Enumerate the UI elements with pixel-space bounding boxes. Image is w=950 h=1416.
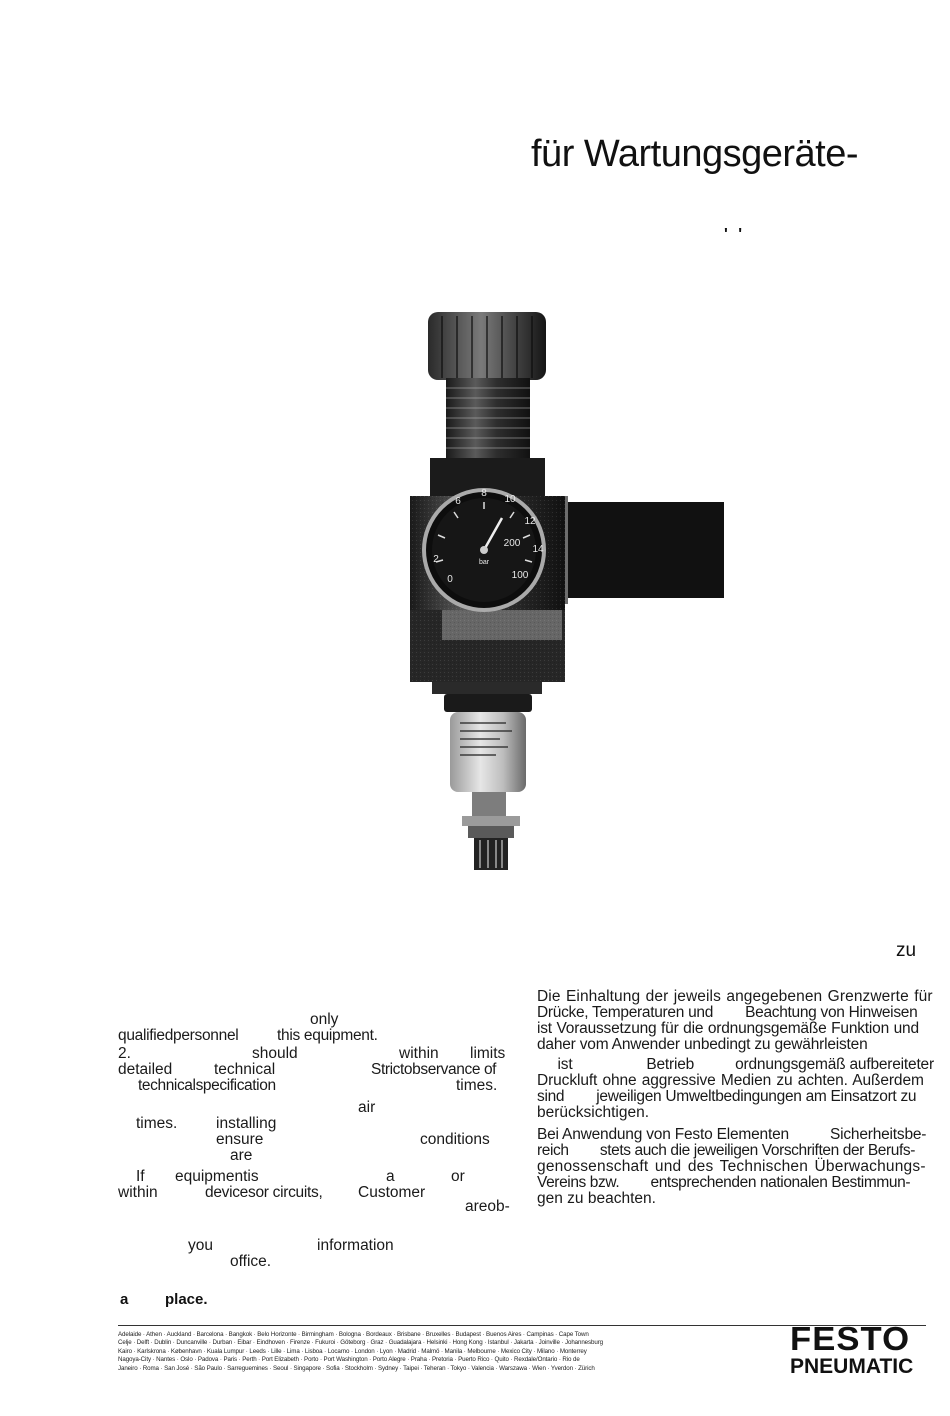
gauge-label: 0 bbox=[447, 574, 453, 585]
product-photo-regulator bbox=[402, 310, 732, 880]
text-fragment: this equipment. bbox=[277, 1027, 378, 1044]
bold-fragment: a bbox=[120, 1291, 129, 1308]
german-line: reich stets auch die jeweiligen Vorschriften der Berufs- bbox=[537, 1142, 915, 1159]
text-fragment: conditions bbox=[420, 1131, 490, 1148]
text-fragment: 2. bbox=[118, 1045, 131, 1062]
text-fragment: qualifiedpersonnel bbox=[118, 1027, 239, 1044]
text-fragment: detailed bbox=[118, 1061, 173, 1078]
city-line: Nagoya-City · Nantes · Oslo · Padova · Paris · Perth · Port Elizabeth · Porto · Port Washington · Porto Alegre · Praha · Pretoria · Puerto Rico · Quito · Rexdale/Ontario · Rio de bbox=[118, 1356, 580, 1364]
city-line: Celje · Delft · Dublin · Duncanville · Durban · Eibar · Eindhoven · Firenze · Fukuroi · Göteborg · Graz · Guadalajara · Helsinki · Hong Kong · Istanbul · Jakarta · Joinville · Johannesburg bbox=[118, 1339, 604, 1347]
german-line: Bei Anwendung von Festo Elementen Sicherheitsbe- bbox=[537, 1126, 927, 1143]
gauge-label: 2 bbox=[433, 554, 439, 565]
text-fragment: within bbox=[399, 1045, 439, 1062]
gauge-unit: bar bbox=[478, 559, 490, 566]
footer-city-list bbox=[118, 1331, 778, 1373]
text-fragment: or bbox=[451, 1168, 465, 1185]
german-line: ist Betrieb ordnungsgemäß aufbereiteter bbox=[537, 1056, 934, 1073]
city-line: Janeiro · Roma · San José · São Paulo · Sarreguemines · Seoul · Singapore · Sofia · Stockholm · Sydney · Taipei · Teheran · Tokyo · Valencia · Warszawa · Wien · Yverdon · Zürich bbox=[118, 1364, 595, 1372]
german-line: daher vom Anwender unbedingt zu gewährleisten bbox=[537, 1036, 868, 1053]
text-fragment: technical bbox=[214, 1061, 276, 1078]
text-fragment: air bbox=[358, 1099, 376, 1116]
text-fragment: devicesor circuits, bbox=[205, 1184, 323, 1201]
text-fragment: ensure bbox=[216, 1131, 264, 1148]
text-fragment: areob- bbox=[465, 1198, 510, 1215]
german-line: Vereins bzw. entsprechenden nationalen Bestimmun- bbox=[537, 1174, 911, 1191]
german-line: ist Voraussetzung für die ordnungsgemäße Funktion und bbox=[537, 1020, 919, 1037]
german-line: Die Einhaltung der jeweils angegebenen Grenzwerte für bbox=[537, 988, 933, 1005]
german-line: sind jeweiligen Umweltbedingungen am Einsatzort zu bbox=[537, 1088, 917, 1105]
text-fragment: a bbox=[386, 1168, 395, 1185]
text-fragment: equipmentis bbox=[175, 1168, 259, 1185]
text-fragment: office. bbox=[230, 1253, 272, 1270]
text-fragment: limits bbox=[470, 1045, 506, 1062]
gauge-label: 100 bbox=[511, 570, 529, 581]
text-fragment: should bbox=[252, 1045, 298, 1062]
city-line: Adelaide · Athen · Auckland · Barcelona · Bangkok · Belo Horizonte · Birmingham · Bologna · Bordeaux · Brisbane · Bruxelles · Budapest · Buenos Aires · Campinas · Cape Town bbox=[118, 1331, 589, 1338]
gauge-label: 14 bbox=[532, 544, 544, 555]
text-fragment: are bbox=[230, 1147, 253, 1164]
german-line: Drücke, Temperaturen und Beachtung von Hinweisen bbox=[537, 1004, 918, 1021]
german-line: Druckluft ohne aggressive Medien zu achten. Außerdem bbox=[537, 1072, 924, 1089]
text-fragment: information bbox=[317, 1237, 394, 1254]
city-line: Kairo · Karlskrona · København · Kuala Lumpur · Leeds · Lille · Lima · Lisboa · Locarno · London · Lyon · Madrid · Malmö · Manila · Melbourne · Mexico City · Milano · Monterrey bbox=[118, 1347, 587, 1355]
german-line: gen zu beachten. bbox=[537, 1190, 656, 1207]
pneumatic-logo: PNEUMATIC bbox=[790, 1355, 914, 1378]
bold-fragment: place. bbox=[165, 1291, 208, 1308]
text-fragment: times. bbox=[456, 1077, 498, 1094]
stray-marks: ' ' bbox=[724, 226, 746, 243]
page-title: für Wartungsgeräte- bbox=[531, 133, 859, 175]
text-fragment: Strictobservance of bbox=[371, 1061, 497, 1078]
german-line: genossenschaft und des Technischen Überwachungs- bbox=[537, 1158, 926, 1175]
text-fragment: times. bbox=[136, 1115, 178, 1132]
text-fragment: If bbox=[136, 1168, 145, 1185]
text-fragment: installing bbox=[216, 1115, 277, 1132]
text-fragment: technicalspecification bbox=[138, 1077, 276, 1094]
gauge-label: 12 bbox=[524, 516, 536, 527]
text-fragment: only bbox=[310, 1011, 339, 1028]
gauge-label: 10 bbox=[504, 494, 516, 505]
gauge-label: 6 bbox=[455, 496, 461, 507]
heading-fragment-zu: zu bbox=[896, 940, 917, 961]
text-fragment: you bbox=[188, 1237, 213, 1254]
text-fragment: within bbox=[118, 1184, 158, 1201]
gauge-label: 200 bbox=[503, 538, 521, 549]
festo-logo: FESTO bbox=[790, 1320, 911, 1357]
german-line: berücksichtigen. bbox=[537, 1104, 650, 1121]
text-fragment: Customer bbox=[358, 1184, 426, 1201]
gauge-label: 8 bbox=[481, 488, 487, 499]
